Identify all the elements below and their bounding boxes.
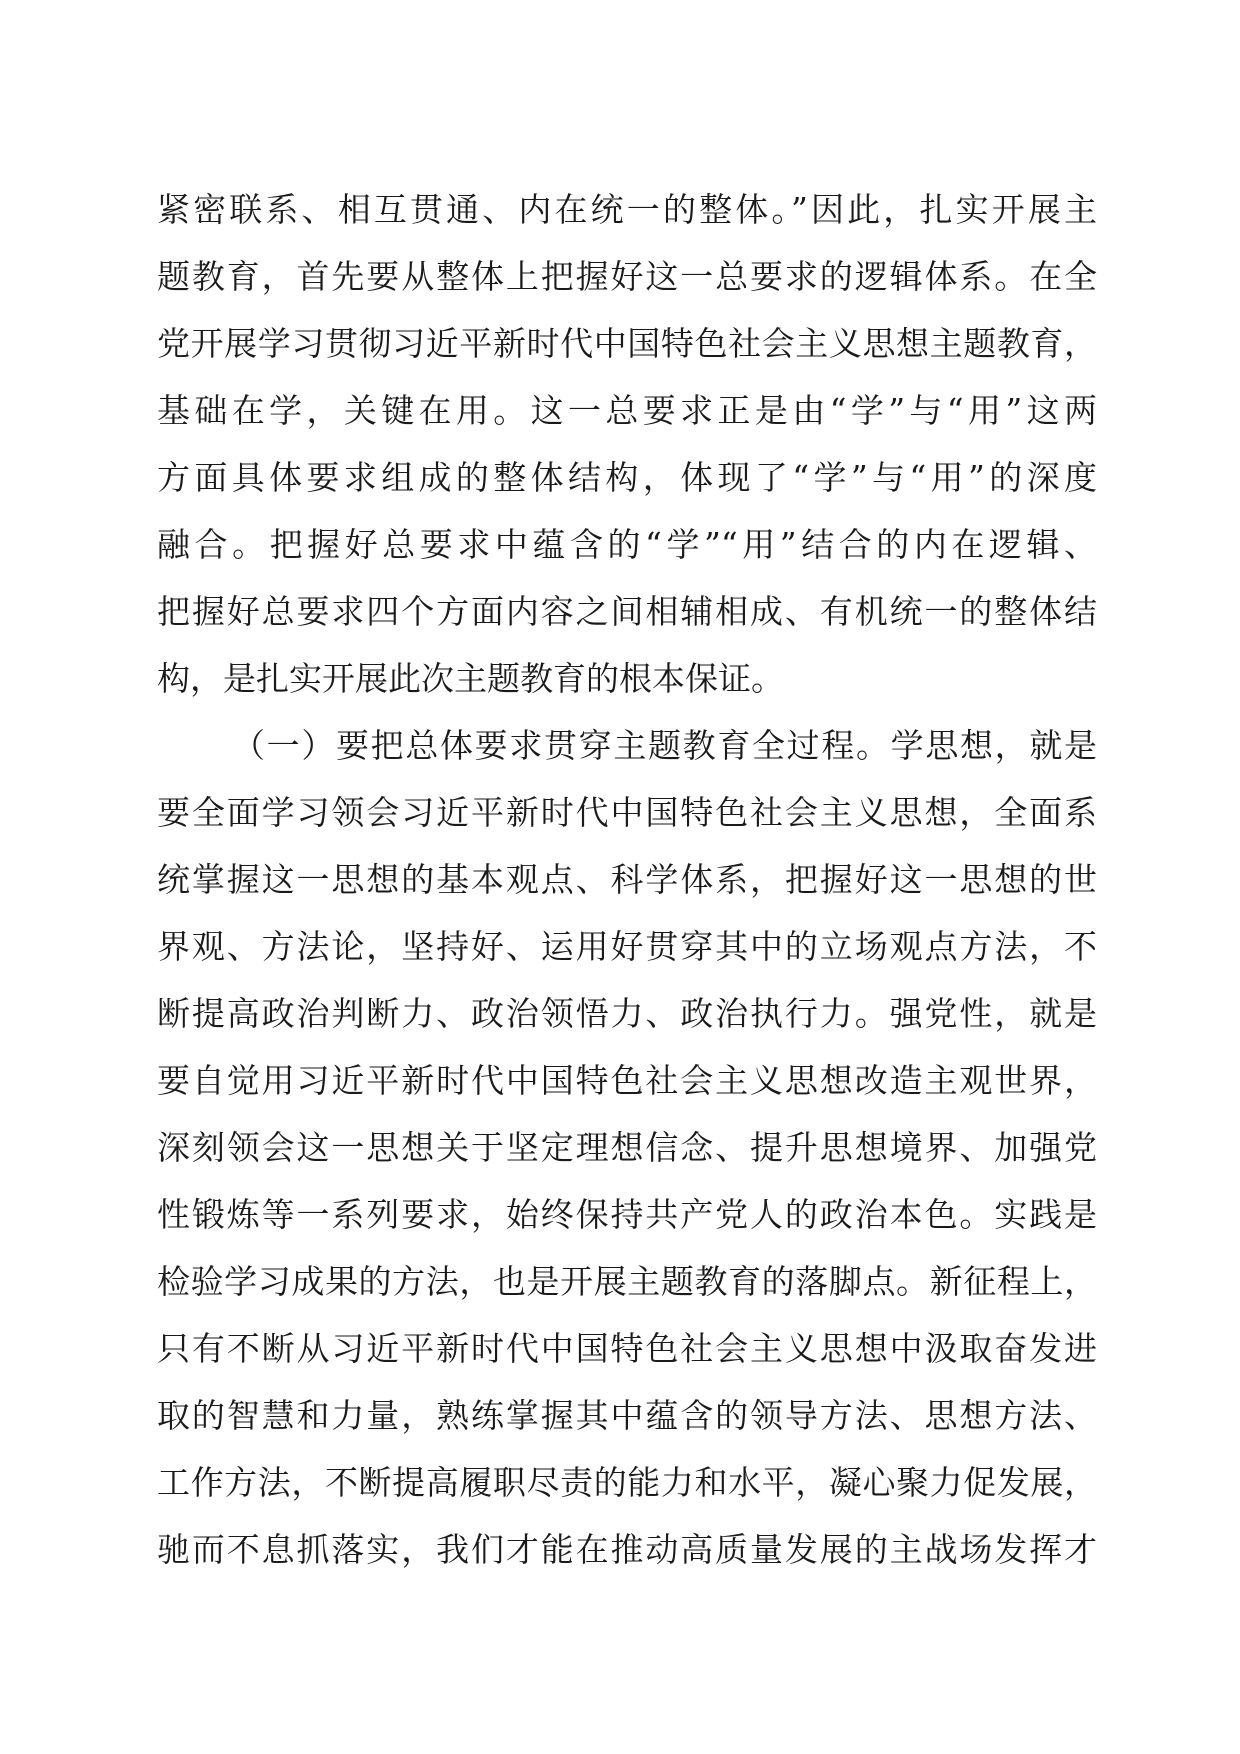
text-line: 工作方法，不断提高履职尽责的能力和水平，凝心聚力促发展， xyxy=(157,1463,1097,1502)
text-line: 融合。把握好总要求中蕴含的“学”“用”结合的内在逻辑、 xyxy=(157,525,1097,564)
text-line: 只有不断从习近平新时代中国特色社会主义思想中汲取奋发进 xyxy=(157,1329,1097,1368)
text-line: 界观、方法论，坚持好、运用好贯穿其中的立场观点方法，不 xyxy=(157,927,1097,966)
text-line: 党开展学习贯彻习近平新时代中国特色社会主义思想主题教育， xyxy=(157,324,1097,363)
text-line: 要自觉用习近平新时代中国特色社会主义思想改造主观世界， xyxy=(157,1061,1097,1100)
text-line: 驰而不息抓落实，我们才能在推动高质量发展的主战场发挥才 xyxy=(157,1530,1097,1569)
text-line: 方面具体要求组成的整体结构，体现了“学”与“用”的深度 xyxy=(157,458,1097,497)
section-heading-line: （一）要把总体要求贯穿主题教育全过程。学思想，就是 xyxy=(232,726,1097,765)
text-line: 检验学习成果的方法，也是开展主题教育的落脚点。新征程上， xyxy=(157,1262,1097,1301)
text-line: 把握好总要求四个方面内容之间相辅相成、有机统一的整体结 xyxy=(157,592,1097,631)
text-line: 要全面学习领会习近平新时代中国特色社会主义思想，全面系 xyxy=(157,793,1097,832)
text-line: 题教育，首先要从整体上把握好这一总要求的逻辑体系。在全 xyxy=(157,257,1097,296)
text-line: 统掌握这一思想的基本观点、科学体系，把握好这一思想的世 xyxy=(157,860,1097,899)
text-line: 取的智慧和力量，熟练掌握其中蕴含的领导方法、思想方法、 xyxy=(157,1396,1097,1435)
body-text xyxy=(157,187,1097,1594)
text-line: 深刻领会这一思想关于坚定理想信念、提升思想境界、加强党 xyxy=(157,1128,1097,1167)
text-line: 性锻炼等一系列要求，始终保持共产党人的政治本色。实践是 xyxy=(157,1195,1097,1234)
text-line: 基础在学，关键在用。这一总要求正是由“学”与“用”这两 xyxy=(157,391,1097,430)
text-line: 构，是扎实开展此次主题教育的根本保证。 xyxy=(157,659,784,698)
text-line: 紧密联系、相互贯通、内在统一的整体。”因此，扎实开展主 xyxy=(157,190,1097,229)
text-line: 断提高政治判断力、政治领悟力、政治执行力。强党性，就是 xyxy=(157,994,1097,1033)
